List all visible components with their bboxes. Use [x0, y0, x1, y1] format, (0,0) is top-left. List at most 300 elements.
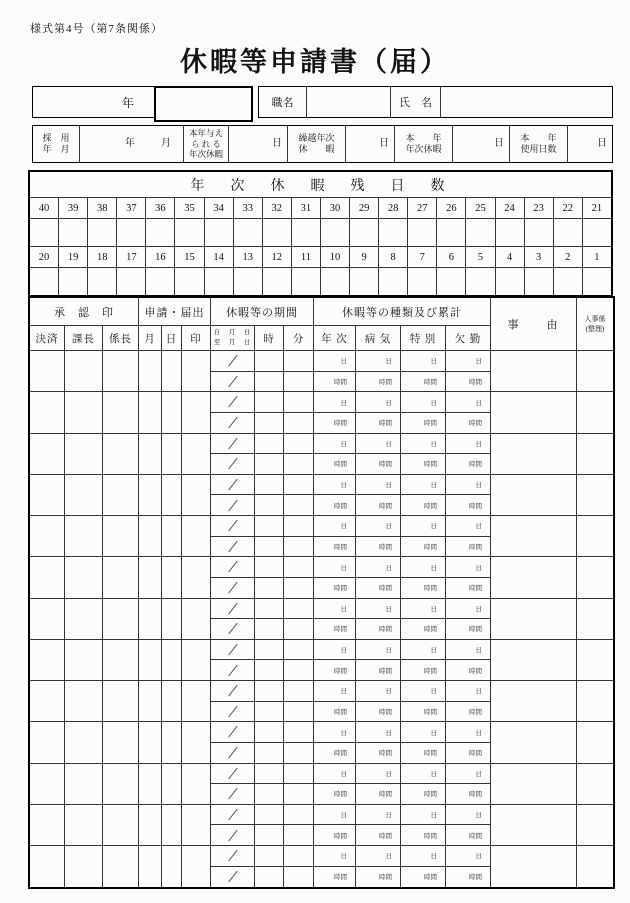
decision-seal-cell[interactable]	[30, 557, 65, 598]
hr-section-cell[interactable]	[577, 722, 613, 763]
absence-hours-cell[interactable]: 時間	[446, 495, 491, 516]
period-from-to-cell[interactable]	[211, 784, 255, 805]
apply-day-cell[interactable]	[162, 805, 182, 846]
section-chief-seal-cell[interactable]	[65, 557, 103, 598]
remaining-day-markoff-cell[interactable]	[175, 268, 204, 295]
apply-day-cell[interactable]	[162, 557, 182, 598]
period-minute-cell[interactable]	[284, 846, 314, 867]
section-chief-seal-cell[interactable]	[65, 805, 103, 846]
annual-day-cell[interactable]: 日	[314, 722, 356, 743]
period-minute-cell[interactable]	[284, 619, 314, 640]
special-day-cell[interactable]: 日	[401, 351, 446, 372]
period-from-to-cell[interactable]	[211, 660, 255, 681]
sick-hours-cell[interactable]: 時間	[356, 743, 401, 764]
apply-day-cell[interactable]	[162, 434, 182, 475]
period-hour-cell[interactable]	[255, 351, 284, 372]
hr-section-cell[interactable]	[577, 681, 613, 722]
special-day-cell[interactable]: 日	[401, 557, 446, 578]
hr-section-cell[interactable]	[577, 516, 613, 557]
reason-cell[interactable]	[491, 805, 577, 846]
remaining-day-markoff-cell[interactable]	[437, 219, 466, 247]
subsection-chief-seal-cell[interactable]	[103, 599, 139, 640]
apply-month-cell[interactable]	[139, 392, 162, 433]
period-minute-cell[interactable]	[284, 495, 314, 516]
absence-hours-cell[interactable]: 時間	[446, 867, 491, 888]
sick-hours-cell[interactable]: 時間	[356, 660, 401, 681]
absence-hours-cell[interactable]: 時間	[446, 619, 491, 640]
period-minute-cell[interactable]	[284, 681, 314, 702]
period-minute-cell[interactable]	[284, 578, 314, 599]
absence-day-cell[interactable]: 日	[446, 516, 491, 537]
period-hour-cell[interactable]	[255, 372, 284, 393]
period-from-to-cell[interactable]	[211, 372, 255, 393]
sick-hours-cell[interactable]: 時間	[356, 784, 401, 805]
remaining-day-markoff-cell[interactable]	[408, 268, 437, 295]
this-year-used-value-cell[interactable]	[568, 126, 612, 162]
period-hour-cell[interactable]	[255, 743, 284, 764]
period-from-to-cell[interactable]	[211, 537, 255, 558]
remaining-day-markoff-cell[interactable]	[554, 268, 583, 295]
reason-cell[interactable]	[491, 681, 577, 722]
period-hour-cell[interactable]	[255, 764, 284, 785]
annual-hours-cell[interactable]: 時間	[314, 537, 356, 558]
reason-cell[interactable]	[491, 722, 577, 763]
period-minute-cell[interactable]	[284, 805, 314, 826]
annual-hours-cell[interactable]: 時間	[314, 867, 356, 888]
apply-seal-cell[interactable]	[182, 351, 211, 392]
annual-hours-cell[interactable]: 時間	[314, 413, 356, 434]
decision-seal-cell[interactable]	[30, 846, 65, 887]
special-day-cell[interactable]: 日	[401, 516, 446, 537]
period-from-to-cell[interactable]	[211, 557, 255, 578]
reason-cell[interactable]	[491, 640, 577, 681]
sick-day-cell[interactable]: 日	[356, 351, 401, 372]
special-hours-cell[interactable]: 時間	[401, 825, 446, 846]
annual-hours-cell[interactable]: 時間	[314, 743, 356, 764]
remaining-day-markoff-cell[interactable]	[88, 268, 117, 295]
special-day-cell[interactable]: 日	[401, 805, 446, 826]
section-chief-seal-cell[interactable]	[65, 722, 103, 763]
sick-day-cell[interactable]: 日	[356, 392, 401, 413]
section-chief-seal-cell[interactable]	[65, 599, 103, 640]
this-year-annual-value-cell[interactable]	[453, 126, 510, 162]
period-hour-cell[interactable]	[255, 660, 284, 681]
annual-day-cell[interactable]: 日	[314, 846, 356, 867]
period-from-to-cell[interactable]	[211, 846, 255, 867]
period-hour-cell[interactable]	[255, 537, 284, 558]
decision-seal-cell[interactable]	[30, 599, 65, 640]
remaining-day-markoff-cell[interactable]	[175, 219, 204, 247]
remaining-day-markoff-cell[interactable]	[88, 219, 117, 247]
annual-day-cell[interactable]: 日	[314, 557, 356, 578]
decision-seal-cell[interactable]	[30, 351, 65, 392]
granted-annual-value-cell[interactable]	[229, 126, 288, 162]
hr-section-cell[interactable]	[577, 434, 613, 475]
remaining-day-markoff-cell[interactable]	[408, 219, 437, 247]
special-day-cell[interactable]: 日	[401, 722, 446, 743]
annual-day-cell[interactable]: 日	[314, 434, 356, 455]
period-hour-cell[interactable]	[255, 702, 284, 723]
special-hours-cell[interactable]: 時間	[401, 454, 446, 475]
period-hour-cell[interactable]	[255, 434, 284, 455]
apply-month-cell[interactable]	[139, 764, 162, 805]
period-from-to-cell[interactable]	[211, 351, 255, 372]
year-input-box[interactable]	[154, 86, 253, 122]
absence-day-cell[interactable]: 日	[446, 681, 491, 702]
annual-day-cell[interactable]: 日	[314, 516, 356, 537]
period-hour-cell[interactable]	[255, 640, 284, 661]
annual-hours-cell[interactable]: 時間	[314, 454, 356, 475]
apply-day-cell[interactable]	[162, 475, 182, 516]
apply-seal-cell[interactable]	[182, 805, 211, 846]
apply-day-cell[interactable]	[162, 516, 182, 557]
period-hour-cell[interactable]	[255, 681, 284, 702]
remaining-day-markoff-cell[interactable]	[437, 268, 466, 295]
period-hour-cell[interactable]	[255, 413, 284, 434]
subsection-chief-seal-cell[interactable]	[103, 640, 139, 681]
period-from-to-cell[interactable]	[211, 516, 255, 537]
subsection-chief-seal-cell[interactable]	[103, 516, 139, 557]
remaining-day-markoff-cell[interactable]	[496, 268, 525, 295]
annual-day-cell[interactable]: 日	[314, 681, 356, 702]
hr-section-cell[interactable]	[577, 351, 613, 392]
absence-hours-cell[interactable]: 時間	[446, 578, 491, 599]
remaining-day-markoff-cell[interactable]	[117, 219, 146, 247]
remaining-day-markoff-cell[interactable]	[321, 219, 350, 247]
apply-month-cell[interactable]	[139, 475, 162, 516]
annual-hours-cell[interactable]: 時間	[314, 702, 356, 723]
section-chief-seal-cell[interactable]	[65, 681, 103, 722]
apply-seal-cell[interactable]	[182, 475, 211, 516]
reason-cell[interactable]	[491, 434, 577, 475]
apply-month-cell[interactable]	[139, 516, 162, 557]
period-from-to-cell[interactable]	[211, 640, 255, 661]
absence-day-cell[interactable]: 日	[446, 640, 491, 661]
period-from-to-cell[interactable]	[211, 413, 255, 434]
apply-month-cell[interactable]	[139, 805, 162, 846]
absence-day-cell[interactable]: 日	[446, 722, 491, 743]
remaining-day-markoff-cell[interactable]	[554, 219, 583, 247]
period-from-to-cell[interactable]	[211, 392, 255, 413]
reason-cell[interactable]	[491, 392, 577, 433]
period-hour-cell[interactable]	[255, 557, 284, 578]
period-from-to-cell[interactable]	[211, 475, 255, 496]
hr-section-cell[interactable]	[577, 640, 613, 681]
special-day-cell[interactable]: 日	[401, 434, 446, 455]
special-hours-cell[interactable]: 時間	[401, 619, 446, 640]
hr-section-cell[interactable]	[577, 805, 613, 846]
remaining-day-markoff-cell[interactable]	[263, 268, 292, 295]
period-minute-cell[interactable]	[284, 784, 314, 805]
period-minute-cell[interactable]	[284, 351, 314, 372]
annual-day-cell[interactable]: 日	[314, 640, 356, 661]
decision-seal-cell[interactable]	[30, 434, 65, 475]
sick-hours-cell[interactable]: 時間	[356, 537, 401, 558]
special-day-cell[interactable]: 日	[401, 640, 446, 661]
annual-day-cell[interactable]: 日	[314, 475, 356, 496]
annual-hours-cell[interactable]: 時間	[314, 578, 356, 599]
period-from-to-cell[interactable]	[211, 619, 255, 640]
absence-day-cell[interactable]: 日	[446, 392, 491, 413]
special-hours-cell[interactable]: 時間	[401, 372, 446, 393]
annual-hours-cell[interactable]: 時間	[314, 372, 356, 393]
absence-day-cell[interactable]: 日	[446, 475, 491, 496]
period-hour-cell[interactable]	[255, 578, 284, 599]
sick-day-cell[interactable]: 日	[356, 764, 401, 785]
sick-day-cell[interactable]: 日	[356, 805, 401, 826]
sick-day-cell[interactable]: 日	[356, 475, 401, 496]
hired-date-value-cell[interactable]	[80, 126, 184, 162]
remaining-day-markoff-cell[interactable]	[234, 268, 263, 295]
absence-hours-cell[interactable]: 時間	[446, 784, 491, 805]
apply-month-cell[interactable]	[139, 434, 162, 475]
section-chief-seal-cell[interactable]	[65, 846, 103, 887]
sick-hours-cell[interactable]: 時間	[356, 578, 401, 599]
special-hours-cell[interactable]: 時間	[401, 867, 446, 888]
remaining-day-markoff-cell[interactable]	[234, 219, 263, 247]
subsection-chief-seal-cell[interactable]	[103, 351, 139, 392]
sick-day-cell[interactable]: 日	[356, 557, 401, 578]
period-from-to-cell[interactable]	[211, 599, 255, 620]
hr-section-cell[interactable]	[577, 475, 613, 516]
period-minute-cell[interactable]	[284, 392, 314, 413]
period-minute-cell[interactable]	[284, 516, 314, 537]
special-hours-cell[interactable]: 時間	[401, 413, 446, 434]
special-hours-cell[interactable]: 時間	[401, 578, 446, 599]
subsection-chief-seal-cell[interactable]	[103, 434, 139, 475]
special-day-cell[interactable]: 日	[401, 475, 446, 496]
apply-seal-cell[interactable]	[182, 516, 211, 557]
hr-section-cell[interactable]	[577, 557, 613, 598]
period-minute-cell[interactable]	[284, 825, 314, 846]
hr-section-cell[interactable]	[577, 599, 613, 640]
remaining-day-markoff-cell[interactable]	[583, 219, 611, 247]
annual-day-cell[interactable]: 日	[314, 351, 356, 372]
subsection-chief-seal-cell[interactable]	[103, 557, 139, 598]
remaining-day-markoff-cell[interactable]	[350, 219, 379, 247]
subsection-chief-seal-cell[interactable]	[103, 805, 139, 846]
sick-hours-cell[interactable]: 時間	[356, 867, 401, 888]
apply-month-cell[interactable]	[139, 599, 162, 640]
apply-seal-cell[interactable]	[182, 764, 211, 805]
apply-month-cell[interactable]	[139, 681, 162, 722]
annual-day-cell[interactable]: 日	[314, 764, 356, 785]
apply-day-cell[interactable]	[162, 599, 182, 640]
period-hour-cell[interactable]	[255, 392, 284, 413]
period-minute-cell[interactable]	[284, 537, 314, 558]
section-chief-seal-cell[interactable]	[65, 640, 103, 681]
annual-day-cell[interactable]: 日	[314, 392, 356, 413]
sick-hours-cell[interactable]: 時間	[356, 702, 401, 723]
special-hours-cell[interactable]: 時間	[401, 743, 446, 764]
annual-hours-cell[interactable]: 時間	[314, 495, 356, 516]
period-from-to-cell[interactable]	[211, 825, 255, 846]
remaining-day-markoff-cell[interactable]	[263, 219, 292, 247]
period-minute-cell[interactable]	[284, 764, 314, 785]
sick-day-cell[interactable]: 日	[356, 434, 401, 455]
decision-seal-cell[interactable]	[30, 681, 65, 722]
apply-month-cell[interactable]	[139, 351, 162, 392]
period-minute-cell[interactable]	[284, 867, 314, 888]
decision-seal-cell[interactable]	[30, 392, 65, 433]
special-day-cell[interactable]: 日	[401, 392, 446, 413]
decision-seal-cell[interactable]	[30, 722, 65, 763]
apply-day-cell[interactable]	[162, 764, 182, 805]
remaining-day-markoff-cell[interactable]	[466, 268, 495, 295]
sick-hours-cell[interactable]: 時間	[356, 825, 401, 846]
apply-seal-cell[interactable]	[182, 392, 211, 433]
absence-hours-cell[interactable]: 時間	[446, 537, 491, 558]
annual-hours-cell[interactable]: 時間	[314, 660, 356, 681]
remaining-day-markoff-cell[interactable]	[30, 268, 59, 295]
apply-day-cell[interactable]	[162, 351, 182, 392]
apply-month-cell[interactable]	[139, 640, 162, 681]
period-hour-cell[interactable]	[255, 784, 284, 805]
period-minute-cell[interactable]	[284, 722, 314, 743]
reason-cell[interactable]	[491, 475, 577, 516]
remaining-day-markoff-cell[interactable]	[466, 219, 495, 247]
period-from-to-cell[interactable]	[211, 681, 255, 702]
period-from-to-cell[interactable]	[211, 764, 255, 785]
period-hour-cell[interactable]	[255, 495, 284, 516]
absence-day-cell[interactable]: 日	[446, 351, 491, 372]
apply-day-cell[interactable]	[162, 640, 182, 681]
remaining-day-markoff-cell[interactable]	[59, 268, 88, 295]
period-minute-cell[interactable]	[284, 372, 314, 393]
period-hour-cell[interactable]	[255, 805, 284, 826]
annual-day-cell[interactable]: 日	[314, 805, 356, 826]
name-value-cell[interactable]	[441, 87, 612, 117]
special-day-cell[interactable]: 日	[401, 846, 446, 867]
period-from-to-cell[interactable]	[211, 722, 255, 743]
apply-month-cell[interactable]	[139, 557, 162, 598]
remaining-day-markoff-cell[interactable]	[379, 268, 408, 295]
absence-hours-cell[interactable]: 時間	[446, 702, 491, 723]
absence-hours-cell[interactable]: 時間	[446, 372, 491, 393]
special-hours-cell[interactable]: 時間	[401, 495, 446, 516]
special-hours-cell[interactable]: 時間	[401, 784, 446, 805]
apply-month-cell[interactable]	[139, 846, 162, 887]
period-from-to-cell[interactable]	[211, 867, 255, 888]
hr-section-cell[interactable]	[577, 846, 613, 887]
period-from-to-cell[interactable]	[211, 495, 255, 516]
apply-seal-cell[interactable]	[182, 557, 211, 598]
period-from-to-cell[interactable]	[211, 434, 255, 455]
subsection-chief-seal-cell[interactable]	[103, 475, 139, 516]
remaining-day-markoff-cell[interactable]	[525, 268, 554, 295]
remaining-day-markoff-cell[interactable]	[205, 268, 234, 295]
absence-day-cell[interactable]: 日	[446, 846, 491, 867]
period-minute-cell[interactable]	[284, 557, 314, 578]
section-chief-seal-cell[interactable]	[65, 516, 103, 557]
reason-cell[interactable]	[491, 764, 577, 805]
carryover-value-cell[interactable]	[346, 126, 395, 162]
period-minute-cell[interactable]	[284, 475, 314, 496]
sick-hours-cell[interactable]: 時間	[356, 413, 401, 434]
remaining-day-markoff-cell[interactable]	[205, 219, 234, 247]
period-from-to-cell[interactable]	[211, 743, 255, 764]
sick-hours-cell[interactable]: 時間	[356, 619, 401, 640]
period-hour-cell[interactable]	[255, 516, 284, 537]
annual-hours-cell[interactable]: 時間	[314, 825, 356, 846]
decision-seal-cell[interactable]	[30, 764, 65, 805]
remaining-day-markoff-cell[interactable]	[321, 268, 350, 295]
reason-cell[interactable]	[491, 846, 577, 887]
section-chief-seal-cell[interactable]	[65, 351, 103, 392]
remaining-day-markoff-cell[interactable]	[117, 268, 146, 295]
special-hours-cell[interactable]: 時間	[401, 660, 446, 681]
special-day-cell[interactable]: 日	[401, 599, 446, 620]
sick-day-cell[interactable]: 日	[356, 722, 401, 743]
period-hour-cell[interactable]	[255, 475, 284, 496]
sick-day-cell[interactable]: 日	[356, 681, 401, 702]
remaining-day-markoff-cell[interactable]	[30, 219, 59, 247]
apply-seal-cell[interactable]	[182, 599, 211, 640]
remaining-day-markoff-cell[interactable]	[146, 219, 175, 247]
special-day-cell[interactable]: 日	[401, 681, 446, 702]
absence-day-cell[interactable]: 日	[446, 599, 491, 620]
subsection-chief-seal-cell[interactable]	[103, 722, 139, 763]
reason-cell[interactable]	[491, 557, 577, 598]
decision-seal-cell[interactable]	[30, 805, 65, 846]
remaining-day-markoff-cell[interactable]	[496, 219, 525, 247]
apply-day-cell[interactable]	[162, 722, 182, 763]
reason-cell[interactable]	[491, 599, 577, 640]
remaining-day-markoff-cell[interactable]	[59, 219, 88, 247]
period-minute-cell[interactable]	[284, 413, 314, 434]
apply-seal-cell[interactable]	[182, 434, 211, 475]
special-hours-cell[interactable]: 時間	[401, 537, 446, 558]
subsection-chief-seal-cell[interactable]	[103, 392, 139, 433]
section-chief-seal-cell[interactable]	[65, 392, 103, 433]
period-minute-cell[interactable]	[284, 640, 314, 661]
apply-seal-cell[interactable]	[182, 722, 211, 763]
job-title-value-cell[interactable]	[307, 87, 391, 117]
special-day-cell[interactable]: 日	[401, 764, 446, 785]
period-minute-cell[interactable]	[284, 702, 314, 723]
decision-seal-cell[interactable]	[30, 516, 65, 557]
sick-hours-cell[interactable]: 時間	[356, 372, 401, 393]
hr-section-cell[interactable]	[577, 392, 613, 433]
annual-hours-cell[interactable]: 時間	[314, 784, 356, 805]
remaining-day-markoff-cell[interactable]	[350, 268, 379, 295]
absence-hours-cell[interactable]: 時間	[446, 825, 491, 846]
apply-seal-cell[interactable]	[182, 846, 211, 887]
section-chief-seal-cell[interactable]	[65, 434, 103, 475]
apply-month-cell[interactable]	[139, 722, 162, 763]
absence-day-cell[interactable]: 日	[446, 557, 491, 578]
period-hour-cell[interactable]	[255, 825, 284, 846]
remaining-day-markoff-cell[interactable]	[146, 268, 175, 295]
apply-day-cell[interactable]	[162, 681, 182, 722]
subsection-chief-seal-cell[interactable]	[103, 764, 139, 805]
period-hour-cell[interactable]	[255, 454, 284, 475]
reason-cell[interactable]	[491, 516, 577, 557]
period-minute-cell[interactable]	[284, 660, 314, 681]
period-from-to-cell[interactable]	[211, 805, 255, 826]
period-hour-cell[interactable]	[255, 722, 284, 743]
period-hour-cell[interactable]	[255, 867, 284, 888]
absence-hours-cell[interactable]: 時間	[446, 454, 491, 475]
reason-cell[interactable]	[491, 351, 577, 392]
period-from-to-cell[interactable]	[211, 578, 255, 599]
annual-hours-cell[interactable]: 時間	[314, 619, 356, 640]
remaining-day-markoff-cell[interactable]	[525, 219, 554, 247]
period-minute-cell[interactable]	[284, 599, 314, 620]
decision-seal-cell[interactable]	[30, 640, 65, 681]
section-chief-seal-cell[interactable]	[65, 475, 103, 516]
period-from-to-cell[interactable]	[211, 702, 255, 723]
